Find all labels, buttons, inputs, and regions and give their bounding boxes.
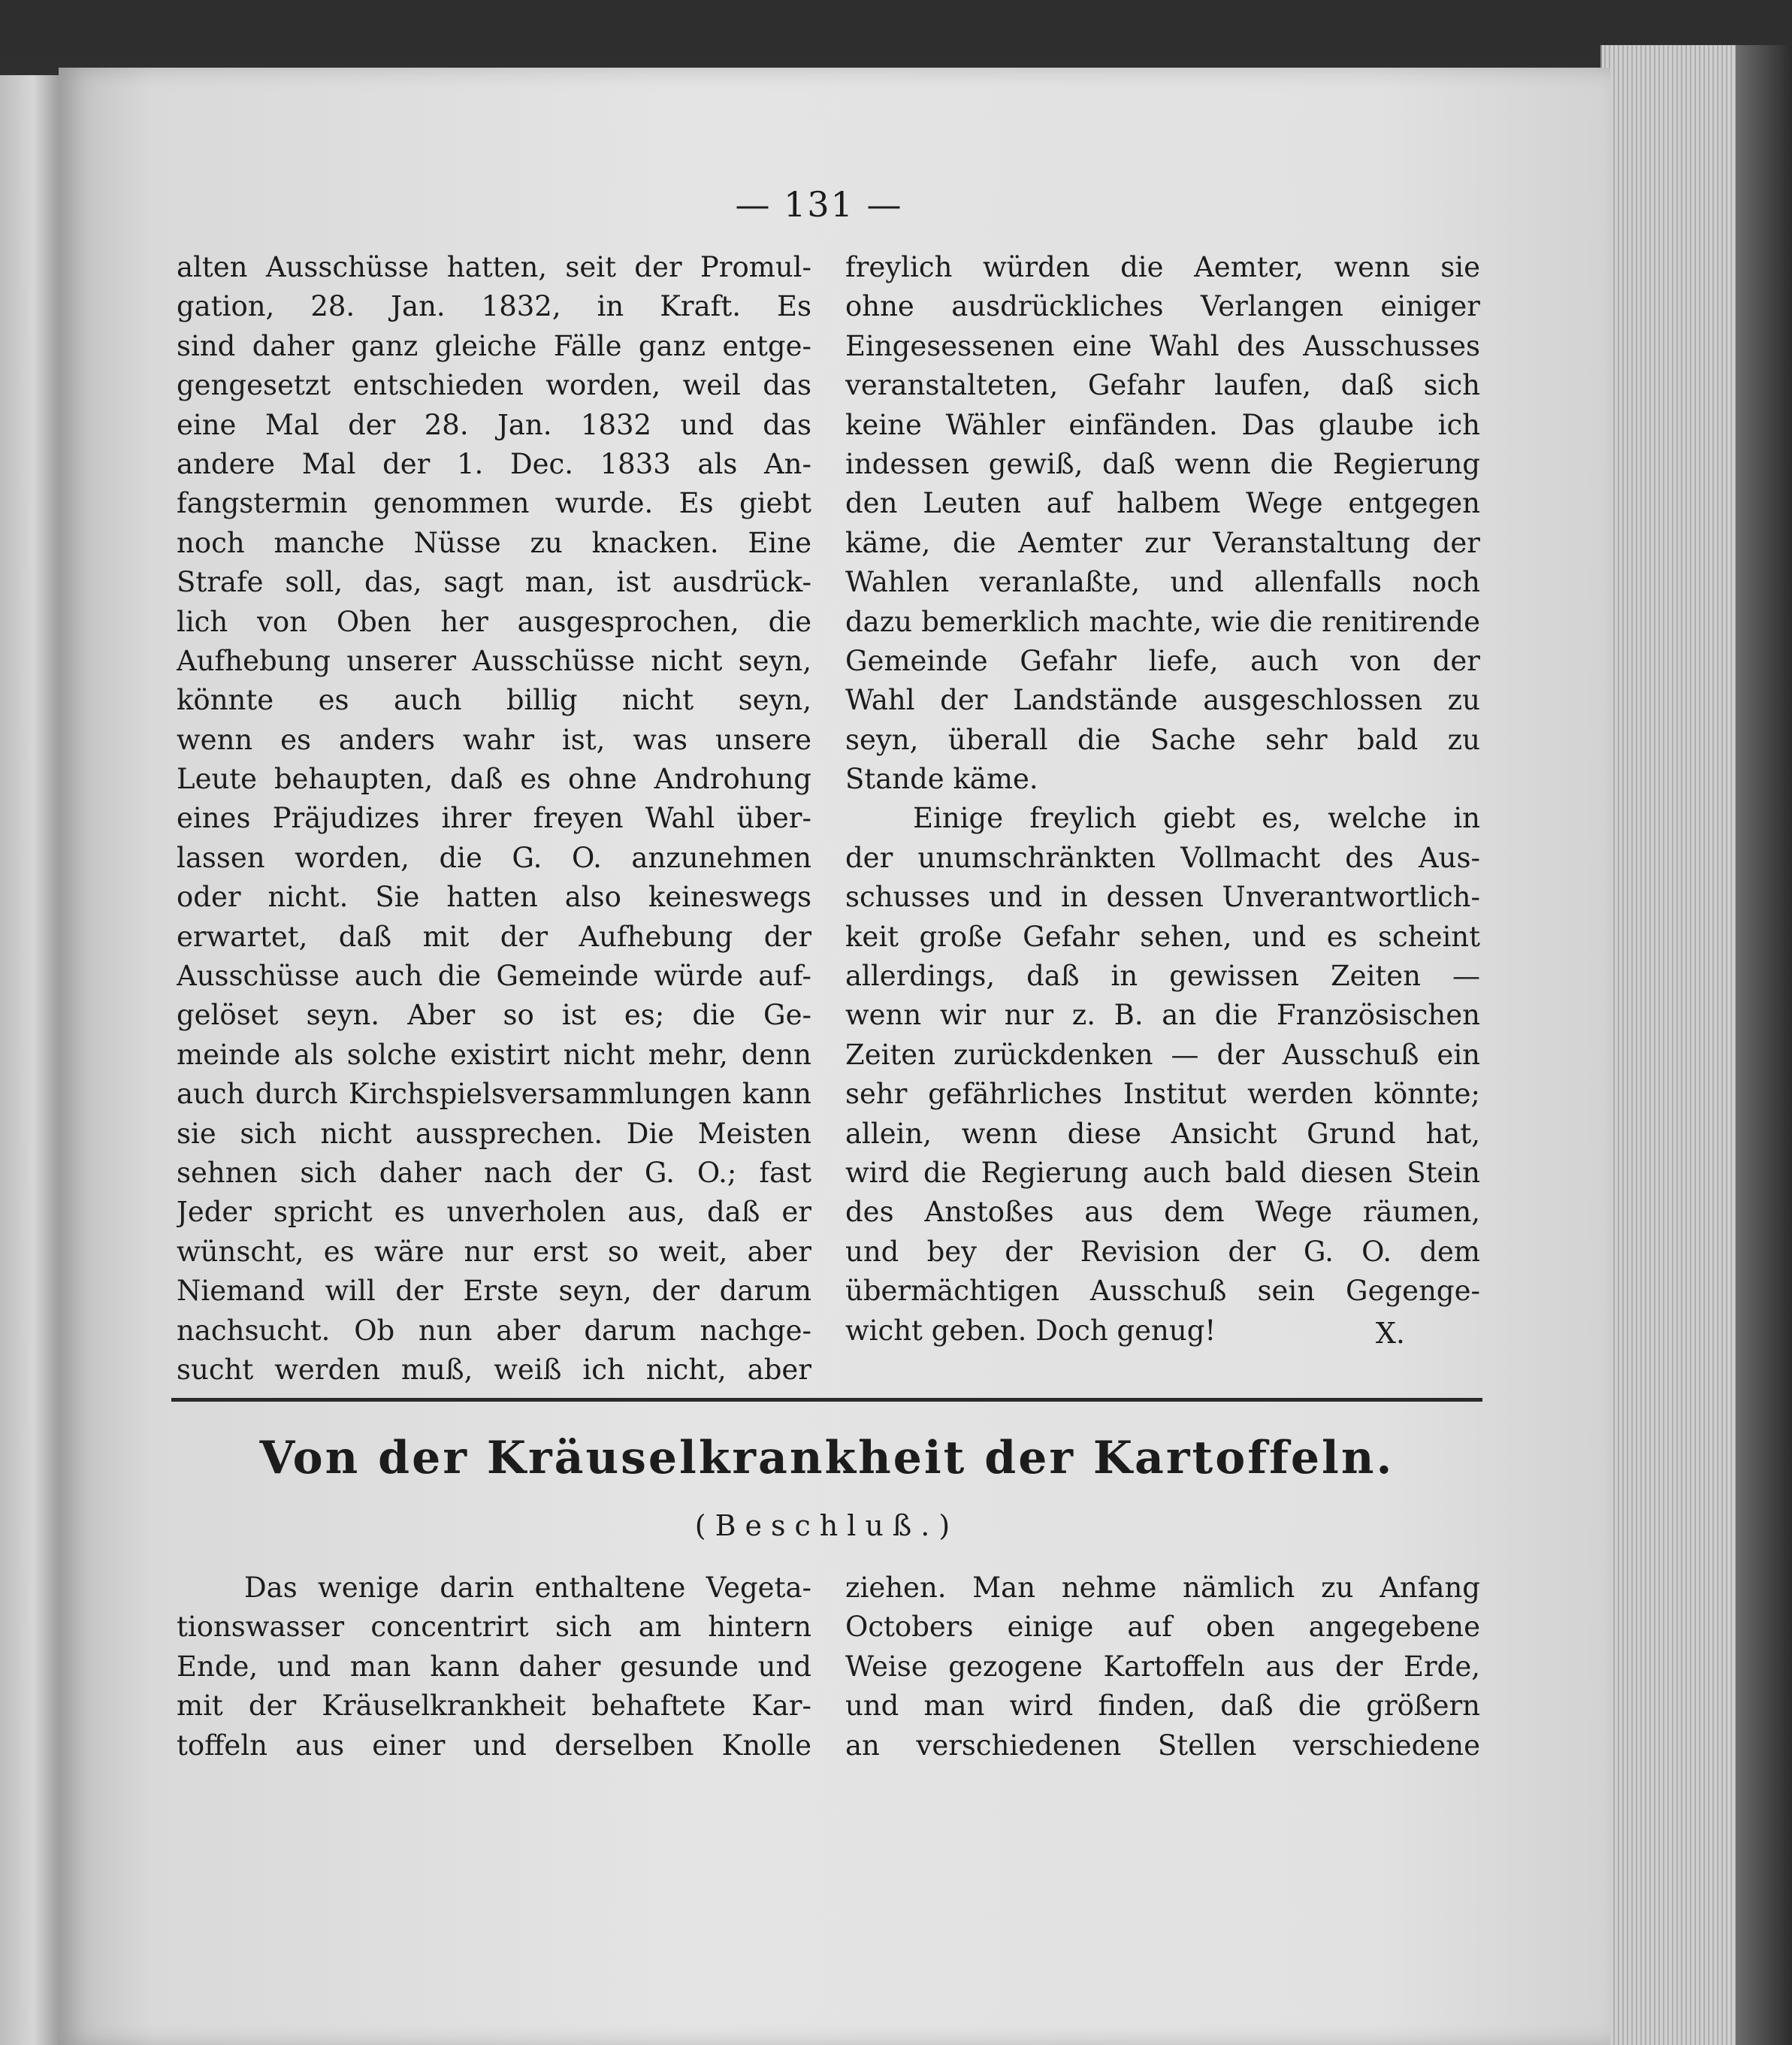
text-line: Wahlen veranlaßte, und allenfalls noch [845,566,1480,599]
text-line: Ausschüsse auch die Gemeinde würde auf- [177,960,811,993]
text-line: toffeln aus einer und derselben Knolle [177,1729,811,1762]
text-line: schusses und in dessen Unverantwortlich- [845,881,1480,914]
text-line: auch durch Kirchspielsversammlungen kann [177,1078,811,1111]
book-edge-shadow [1736,45,1792,2045]
text-line: Ende, und man kann daher gesunde und [177,1650,811,1683]
text-line: Niemand will der Erste seyn, der darum [177,1275,811,1308]
text-line: Das wenige darin enthaltene Vegeta- [244,1572,811,1604]
text-line: könnte es auch billig nicht seyn, [177,684,811,717]
page-number: — 131 — [735,184,903,225]
text-line: Wahl der Landstände ausgeschlossen zu [845,684,1480,717]
text-line: ziehen. Man nehme nämlich zu Anfang [845,1572,1480,1604]
text-line: den Leuten auf halbem Wege entgegen [845,487,1480,520]
text-line: gation, 28. Jan. 1832, in Kraft. Es [177,290,811,323]
text-line: Eingesessenen eine Wahl des Ausschusses [845,329,1480,362]
page-stack-edge [1600,45,1745,2045]
text-line: sehnen sich daher nach der G. O.; fast [177,1156,811,1189]
text-line: Aufhebung unserer Ausschüsse nicht seyn, [177,644,811,677]
text-line: Strafe soll, das, sagt man, ist ausdrück- [177,566,811,599]
text-line: veranstalteten, Gefahr laufen, daß sich [845,369,1480,402]
article-column-right [845,1569,1480,1765]
text-line: gengesetzt entschieden worden, weil das [177,369,811,402]
text-line: Zeiten zurückdenken — der Ausschuß ein [845,1038,1480,1071]
text-line: mit der Kräuselkrankheit behaftete Kar- [177,1690,811,1723]
text-line: und bey der Revision der G. O. dem [845,1235,1480,1268]
text-line: lich von Oben her ausgesprochen, die [177,605,811,638]
letter-column-right [845,248,1480,1351]
text-line: keit große Gefahr sehen, und es scheint [845,920,1480,953]
text-line: allerdings, daß in gewissen Zeiten — [845,960,1480,993]
text-line: eine Mal der 28. Jan. 1832 und das [177,408,811,441]
text-line: wenn es anders wahr ist, was unsere [177,723,811,756]
text-line: käme, die Aemter zur Veranstaltung der [845,526,1480,559]
text-line: und man wird finden, daß die größern [845,1690,1480,1723]
article-title: Von der Kräuselkrankheit der Kartoffeln. [259,1432,1395,1484]
text-line: der unumschränkten Vollmacht des Aus- [845,841,1480,874]
text-line: andere Mal der 1. Dec. 1833 als An- [177,447,811,480]
text-line: tionswasser concentrirt sich am hintern [177,1611,811,1644]
text-line: alten Ausschüsse hatten, seit der Promul- [177,251,811,283]
text-line: erwartet, daß mit der Aufhebung der [177,920,811,953]
text-line: eines Präjudizes ihrer freyen Wahl über- [177,802,811,835]
text-line: sehr gefährliches Institut werden könnte; [845,1078,1480,1111]
text-line: wünscht, es wäre nur erst so weit, aber [177,1235,811,1268]
text-line: sind daher ganz gleiche Fälle ganz entge- [177,329,811,362]
text-line: Stande käme. [845,763,1038,796]
text-line: freylich würden die Aemter, wenn sie [845,251,1480,283]
letter-signature: X. [1375,1317,1405,1350]
text-line: meinde als solche existirt nicht mehr, denn [177,1038,811,1071]
text-line: allein, wenn diese Ansicht Grund hat, [845,1117,1480,1150]
section-divider-rule [171,1398,1482,1402]
article-subtitle: (Beschluß.) [694,1509,959,1542]
text-line: des Anstoßes aus dem Wege räumen, [845,1196,1480,1229]
text-line: übermächtigen Ausschuß sein Gegenge- [845,1275,1480,1308]
text-line: Leute behaupten, daß es ohne Androhung [177,763,811,796]
text-line: Jeder spricht es unverholen aus, daß er [177,1196,811,1229]
text-line: fangstermin genommen wurde. Es giebt [177,487,811,520]
text-line: sie sich nicht aussprechen. Die Meisten [177,1117,811,1150]
letter-column-left [177,248,811,1390]
text-line: keine Wähler einfänden. Das glaube ich [845,408,1480,441]
text-line: ohne ausdrückliches Verlangen einiger [845,290,1480,323]
text-line: an verschiedenen Stellen verschiedene [845,1729,1480,1762]
text-line: Weise gezogene Kartoffeln aus der Erde, [845,1650,1480,1683]
text-line: wird die Regierung auch bald diesen Stein [845,1156,1480,1189]
text-line: oder nicht. Sie hatten also keineswegs [177,881,811,914]
text-line: noch manche Nüsse zu knacken. Eine [177,526,811,559]
text-line: Gemeinde Gefahr liefe, auch von der [845,644,1480,677]
article-column-left [177,1569,811,1765]
facing-page-edge [0,75,60,2045]
text-line: gelöset seyn. Aber so ist es; die Ge- [177,999,811,1032]
text-line: nachsucht. Ob nun aber darum nachge- [177,1314,811,1347]
text-line: lassen worden, die G. O. anzunehmen [177,841,811,874]
text-line: wicht geben. Doch genug! [845,1314,1216,1347]
text-line: wenn wir nur z. B. an die Französischen [845,999,1480,1032]
text-line: Einige freylich giebt es, welche in [913,802,1480,835]
text-line: seyn, überall die Sache sehr bald zu [845,723,1480,756]
text-line: sucht werden muß, weiß ich nicht, aber [177,1353,811,1386]
text-line: Octobers einige auf oben angegebene [845,1611,1480,1644]
text-line: indessen gewiß, daß wenn die Regierung [845,447,1480,480]
text-line: dazu bemerklich machte, wie die renitirende [845,605,1480,638]
